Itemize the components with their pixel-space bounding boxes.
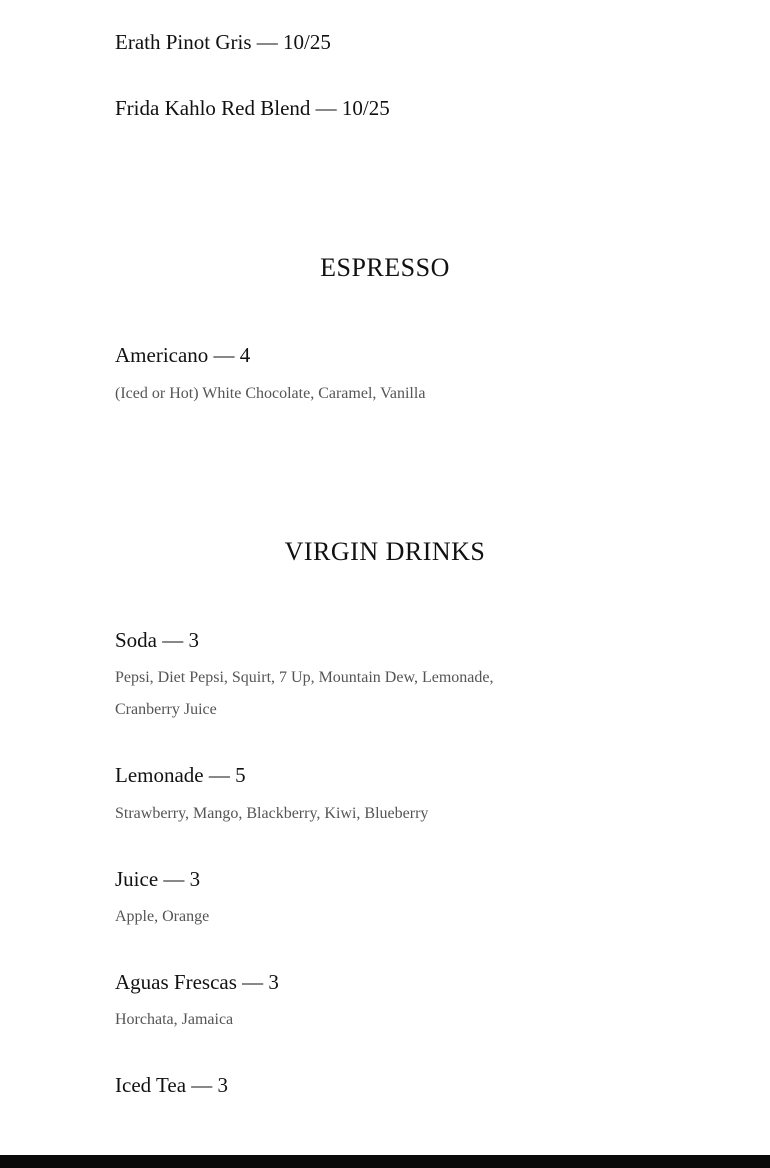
menu-item-title: Iced Tea — 3 — [115, 1073, 229, 1097]
menu-item-title: Erath Pinot Gris — 10/25 — [115, 30, 331, 54]
menu-item-description: (Iced or Hot) White Chocolate, Caramel, Vanilla — [115, 385, 426, 402]
menu-item-description: Strawberry, Mango, Blackberry, Kiwi, Blueberry — [115, 805, 429, 822]
menu-item-title: Americano — 4 — [115, 343, 251, 367]
menu-item-title: Frida Kahlo Red Blend — 10/25 — [115, 96, 390, 120]
section-heading-espresso: ESPRESSO — [320, 253, 450, 282]
menu-item-description: Pepsi, Diet Pepsi, Squirt, 7 Up, Mountain Dew, Lemonade, Cranberry Juice — [115, 669, 494, 718]
menu-item-title: Soda — 3 — [115, 628, 199, 652]
menu-item-title: Aguas Frescas — 3 — [115, 970, 279, 994]
menu-item-description: Apple, Orange — [115, 908, 210, 925]
menu-item-title: Lemonade — 5 — [115, 763, 246, 787]
section-heading-virgin-drinks: VIRGIN DRINKS — [284, 537, 486, 566]
menu-item-description: Horchata, Jamaica — [115, 1011, 234, 1028]
footer-bar — [0, 1155, 770, 1168]
menu-item-title: Juice — 3 — [115, 867, 201, 891]
